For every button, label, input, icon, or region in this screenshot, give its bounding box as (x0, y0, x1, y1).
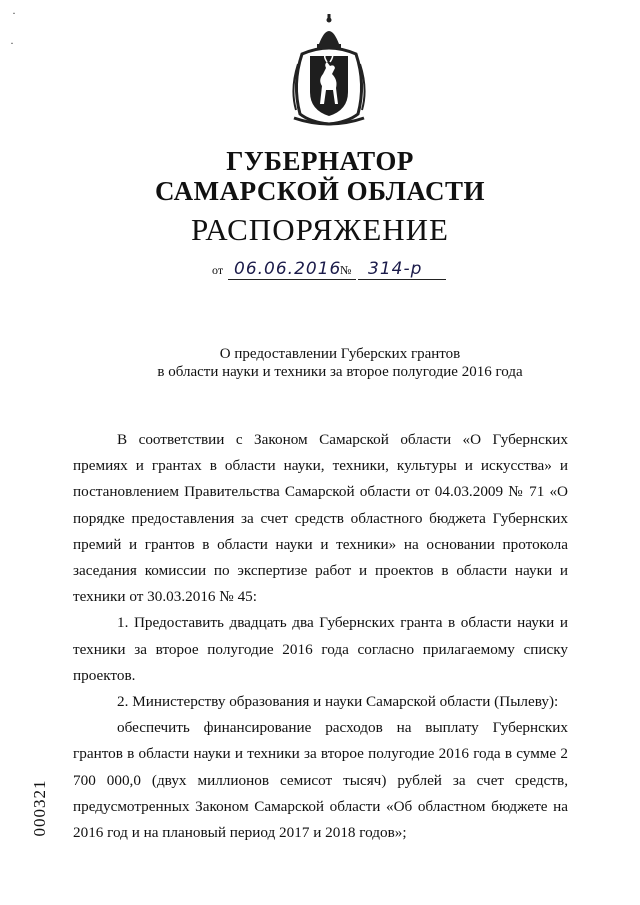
paragraph-line: предусмотренных Законом Самарской области «Об областном бюджете (73, 797, 554, 815)
subject-line1: О предоставлении Губерских грантов (219, 346, 461, 362)
handwritten-number: 314-р (368, 259, 423, 279)
document-body (73, 427, 568, 846)
from-label: от (212, 263, 224, 277)
scan-speck: · (10, 36, 14, 50)
number-underline (358, 279, 446, 280)
number-label: № (340, 263, 352, 277)
paragraph-line: премиях и грантах в области науки, техники, культуры и искусства» и (73, 457, 568, 475)
paragraph-preamble (73, 427, 568, 610)
paragraph-line: проектов. (73, 666, 136, 684)
paragraph-line: Губернских премий и грантов в области науки и техники» на основании (73, 509, 568, 553)
paragraph-line: на 2016 год и на плановый период 2017 и 2018 годов»; (73, 797, 568, 842)
paragraph-item-2-subclause (73, 715, 568, 846)
paragraph-line: 1. Предоставить двадцать два Губернских гранта в области науки и (117, 614, 568, 632)
paragraph-line: 2. Министерству образования и науки Самарской области (Пылеву): (117, 693, 559, 711)
paragraph-line: протокола заседания комиссии по экспертизе работ и проектов в области (73, 535, 568, 580)
paragraph-item-2 (73, 689, 568, 715)
paragraph-line: в области науки и техники за второе полугодие 2016 года в сумме (127, 745, 561, 763)
coat-of-arms-emblem (290, 14, 368, 126)
paragraph-line: науки и техники от 30.03.2016 № 45: (73, 562, 568, 606)
date-underline (228, 279, 356, 280)
paragraph-line: В соответствии с Законом Самарской области «О Губернских (117, 431, 568, 448)
paragraph-line: постановлением Правительства Самарской области от 04.03.2009 № 71 (73, 483, 550, 501)
paragraph-line: обеспечить финансирование расходов на выплату Губернских грантов (73, 719, 568, 763)
paragraph-line: «О порядке предоставления за счет средств областного бюджета (73, 483, 568, 527)
paragraph-line: 2 700 000,0 (двух миллионов семисот тысяч) рублей за счет средств, (73, 745, 568, 789)
handwritten-date: 06.06.2016 (234, 259, 342, 279)
date-number-line (212, 256, 452, 282)
paragraph-line: техники за второе полугодие 2016 года согласно прилагаемому списку (73, 640, 568, 658)
side-registration-number (30, 778, 50, 838)
subject-line2: в области науки и техники за второе полугодие 2016 года (157, 364, 523, 380)
issuer-title-line2: САМАРСКОЙ ОБЛАСТИ (154, 176, 486, 206)
scan-speck: · (12, 6, 16, 20)
document-type-title: РАСПОРЯЖЕНИЕ (191, 212, 449, 247)
issuer-title-line1: ГУБЕРНАТОР (226, 146, 414, 176)
paragraph-item-1 (73, 610, 568, 689)
side-number-text: 000321 (30, 779, 49, 837)
